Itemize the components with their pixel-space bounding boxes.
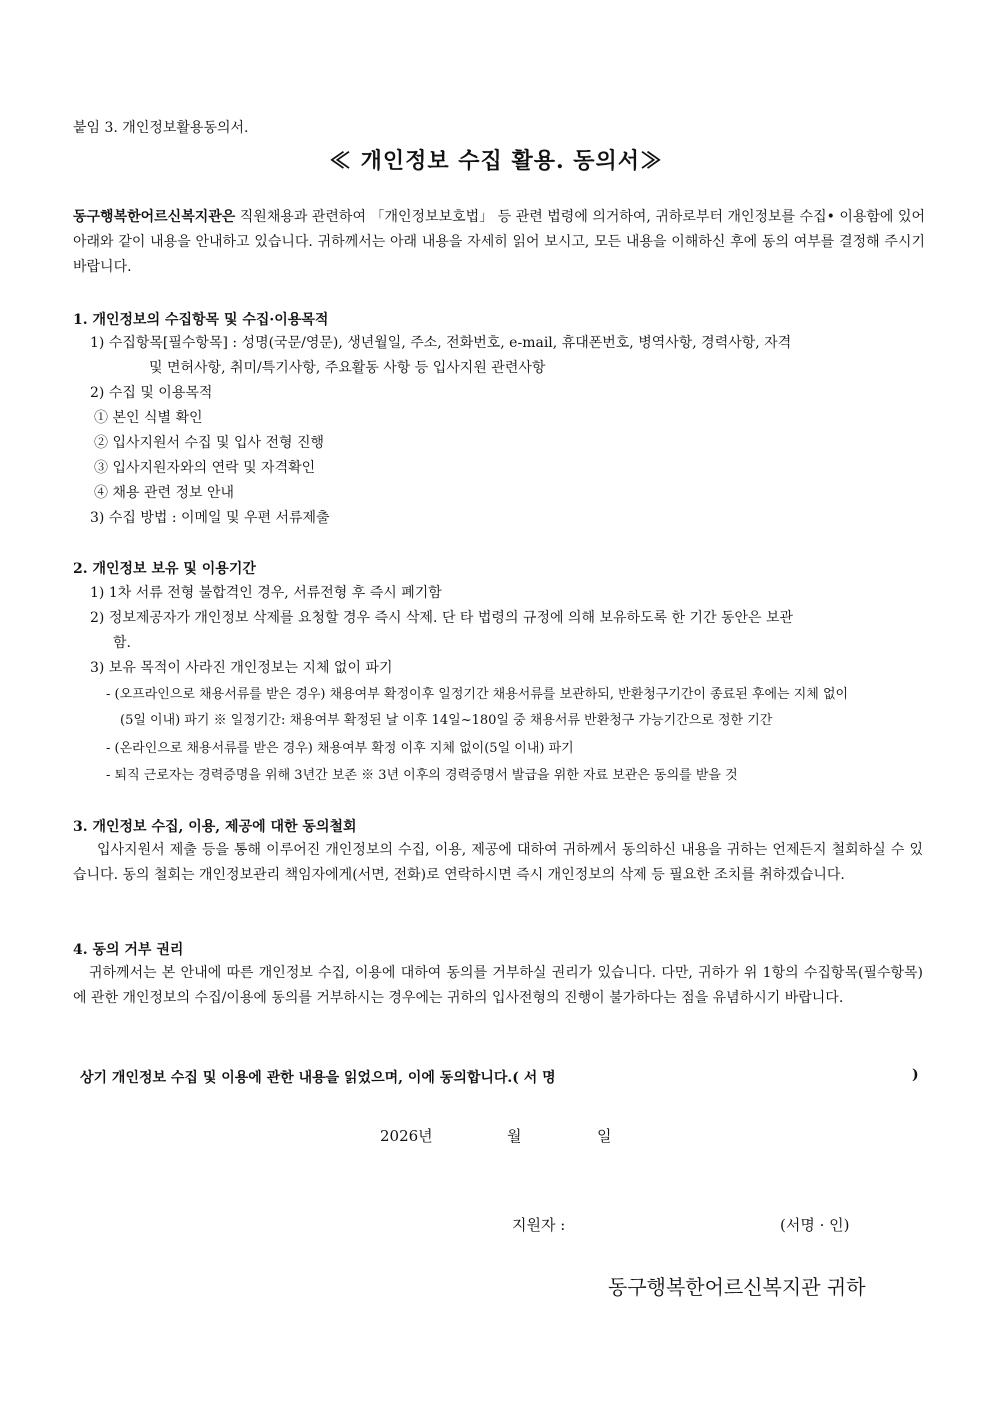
section2-heading: 2. 개인정보 보유 및 이용기간 <box>73 561 256 577</box>
section1-heading: 1. 개인정보의 수집항목 및 수집·이용목적 <box>73 312 329 328</box>
section1-item2: 2) 수집 및 이용목적 <box>90 385 213 401</box>
seal-label: (서명 · 인) <box>780 1216 850 1234</box>
section2-sub1-line1: - (오프라인으로 채용서류를 받은 경우) 채용여부 확정이후 일정기간 채용서류를 보관하되, 반환청구기간이 종료된 후에는 지체 없이 <box>106 687 849 702</box>
section1-item1-line1: 1) 수집항목[필수항목] : 성명(국문/영문), 생년월일, 주소, 전화번호, e-mail, 휴대폰번호, 병역사항, 경력사항, 자격 <box>90 335 792 351</box>
section1-item1-line2: 및 면허사항, 취미/특기사항, 주요활동 사항 등 입사지원 관련사항 <box>149 360 546 376</box>
purpose-item: ① 본인 식별 확인 <box>94 410 203 426</box>
purpose-item: ④ 채용 관련 정보 안내 <box>94 485 234 501</box>
section2-item1: 1) 1차 서류 전형 불합격인 경우, 서류전형 후 즉시 폐기함 <box>90 585 442 601</box>
intro-paragraph <box>73 205 925 280</box>
section3-heading: 3. 개인정보 수집, 이용, 제공에 대한 동의철회 <box>73 819 357 835</box>
page-title: ≪ 개인정보 수집 활용. 동의서≫ <box>328 148 664 174</box>
section4-heading: 4. 동의 거부 권리 <box>73 942 184 958</box>
purpose-item: ② 입사지원서 수집 및 입사 전형 진행 <box>94 435 325 451</box>
date-month: 월 <box>507 1127 522 1145</box>
section2-sub1-line2: (5일 이내) 파기 ※ 일정기간: 채용여부 확정된 날 이후 14일~180일 중 채용서류 반환청구 가능기간으로 정한 기간 <box>120 713 773 728</box>
attachment-note: 붙임 3. 개인정보활용동의서. <box>73 120 249 136</box>
intro-text: 직원채용과 관련하여 「개인정보보호법」 등 관련 법령에 의거하여, 귀하로부터 개인정보를 수집• 이용함에 있어 아래와 같이 내용을 안내하고 있습니다. 귀하께서는 아래 내용을 자세히 읽어 보시고, 모든 내용을 이해하신 후에 동의 여부를 결정해 주시기 바랍니다. <box>73 209 925 275</box>
section2-item2-line2: 함. <box>113 635 131 651</box>
section2-sub3: - 퇴직 근로자는 경력증명을 위해 3년간 보존 ※ 3년 이후의 경력증명서 발급을 위한 자료 보관은 동의를 받을 것 <box>106 768 738 783</box>
section1-item3: 3) 수집 방법 : 이메일 및 우편 서류제출 <box>90 510 330 526</box>
consent-statement: 상기 개인정보 수집 및 이용에 관한 내용을 읽었으며, 이에 동의합니다.( 서 명 <box>80 1070 556 1086</box>
purpose-item: ③ 입사지원자와의 연락 및 자격확인 <box>94 460 316 476</box>
consent-close: ) <box>912 1067 919 1083</box>
recipient: 동구행복한어르신복지관 귀하 <box>608 1275 866 1299</box>
date-day: 일 <box>597 1127 612 1145</box>
date-year: 2026년 <box>380 1127 433 1145</box>
applicant-label: 지원자 : <box>512 1216 566 1234</box>
section3-paragraph: 입사지원서 제출 등을 통해 이루어진 개인정보의 수집, 이용, 제공에 대하여 귀하께서 동의하신 내용을 귀하는 언제든지 철회하실 수 있습니다. 동의 철회는 개인정보관리 책임자에게(서면, 전화)로 연락하시면 즉시 개인정보의 삭제 등 필요한 조치를 취하겠습니다. <box>73 842 923 883</box>
org-name: 동구행복한어르신복지관은 <box>73 209 236 225</box>
section2-sub2: - (온라인으로 채용서류를 받은 경우) 채용여부 확정 이후 지체 없이(5일 이내) 파기 <box>106 741 574 756</box>
section4-paragraph: 귀하께서는 본 안내에 따른 개인정보 수집, 이용에 대하여 동의를 거부하실 권리가 있습니다. 다만, 귀하가 위 1항의 수집항목(필수항목)에 관한 개인정보의 수집/이용에 동의를 거부하시는 경우에는 귀하의 입사전형의 진행이 불가하다는 점을 유념하시기 바랍니다. <box>73 965 923 1006</box>
section2-item3: 3) 보유 목적이 사라진 개인정보는 지체 없이 파기 <box>90 660 393 676</box>
section2-item2-line1: 2) 정보제공자가 개인정보 삭제를 요청할 경우 즉시 삭제. 단 타 법령의 규정에 의해 보유하도록 한 기간 동안은 보관 <box>90 610 794 626</box>
